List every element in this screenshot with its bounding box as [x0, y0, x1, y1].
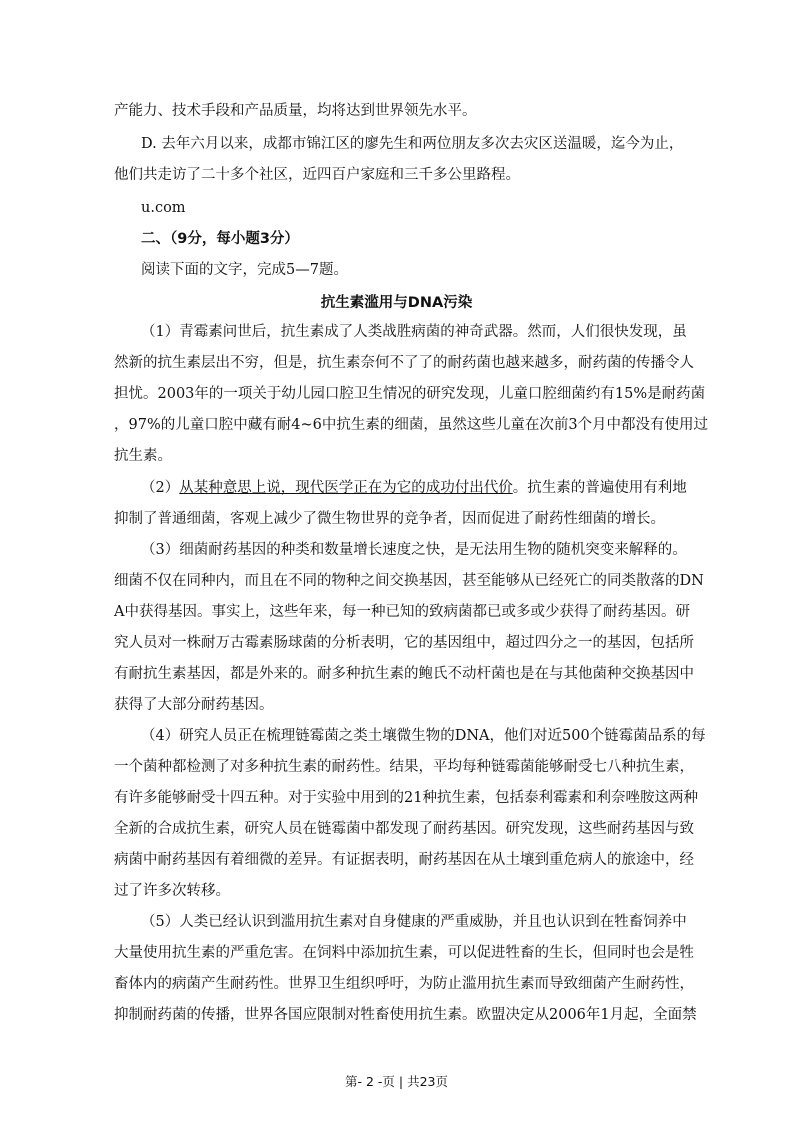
para-1-line-3: 担忧。2003年的一项关于幼儿园口腔卫生情况的研究发现，儿童口腔细菌约有15%是耐药菌: [114, 386, 706, 402]
para-4-line-2: 一个菌种都检测了对多种抗生素的耐药性。结果，平均每种链霉菌能够耐受七八种抗生素，: [114, 759, 694, 775]
para-3-line-4: 究人员对一株耐万古霉素肠球菌的分析表明，它的基因组中，超过四分之一的基因，包括所: [114, 635, 694, 651]
para-4-line-4: 全新的合成抗生素，研究人员在链霉菌中都发现了耐药基因。研究发现，这些耐药基因与致: [114, 821, 694, 837]
para-2-line-1: [141, 478, 687, 498]
para-3-line-1: （3）细菌耐药基因的种类和数量增长速度之快，是无法用生物的随机突变来解释的。: [141, 542, 687, 558]
option-d-line-2: 他们共走访了二十多个社区，近四百户家庭和三千多公里路程。: [114, 167, 520, 183]
para-5-line-2: 大量使用抗生素的严重危害。在饲料中添加抗生素，可以促进牲畜的生长，但同时也会是牲: [114, 945, 694, 961]
underlined-sentence: 从某种意思上说，现代医学正在为它的成功付出代价: [179, 480, 513, 496]
para-2-line-2: 抑制了普通细菌，客观上减少了微生物世界的竞争者，因而促进了耐药性细菌的增长。: [114, 511, 665, 527]
para-4-line-6: 过了许多次转移。: [114, 883, 230, 899]
para-5-line-1: （5）人类已经认识到滥用抗生素对自身健康的严重威胁，并且也认识到在牲畜饲养中: [141, 914, 687, 930]
option-d-line-1: D. 去年六月以来，成都市锦江区的廖先生和两位朋友多次去灾区送温暖，迄今为止，: [141, 136, 684, 152]
section-heading: 二、（9分，每小题3分）: [141, 231, 299, 247]
para-1-line-2: 然新的抗生素层出不穷，但是，抗生素奈何不了了的耐药菌也越来越多，耐药菌的传播令人: [114, 355, 694, 371]
para-1-line-5: 抗生素。: [114, 448, 172, 464]
para-5-line-4: 抑制耐药菌的传播，世界各国应限制对牲畜使用抗生素。欧盟决定从2006年1月起，全面禁: [114, 1007, 697, 1023]
para-3-line-6: 获得了大部分耐药基因。: [114, 697, 274, 713]
stray-text: u.com: [141, 200, 186, 216]
para-2-number: （2）: [141, 480, 180, 496]
instruction: 阅读下面的文字，完成5—7题。: [141, 262, 348, 278]
page-footer: 第- 2 -页 | 共23页: [345, 1074, 448, 1089]
para-5-line-3: 畜体内的病菌产生耐药性。世界卫生组织呼吁，为防止滥用抗生素而导致细菌产生耐药性，: [114, 976, 694, 992]
article-title: 抗生素滥用与DNA污染: [320, 295, 473, 311]
para-3-line-3: A中获得基因。事实上，这些年来，每一种已知的致病菌都已或多或少获得了耐药基因。研: [114, 604, 690, 620]
para-3-line-5: 有耐抗生素基因，都是外来的。耐多种抗生素的鲍氏不动杆菌也是在与其他菌种交换基因中: [114, 666, 694, 682]
line-1: 产能力、技术手段和产品质量，均将达到世界领先水平。: [114, 103, 477, 119]
para-4-line-1: （4）研究人员正在梳理链霉菌之类土壤微生物的DNA，他们对近500个链霉菌品系的每: [141, 728, 706, 744]
para-4-line-5: 病菌中耐药基因有着细微的差异。有证据表明，耐药基因在从土壤到重危病人的旅途中，经: [114, 852, 694, 868]
para-4-line-3: 有许多能够耐受十四五种。对于实验中用到的21种抗生素，包括泰利霉素和利奈唑胺这两种: [114, 790, 698, 806]
para-3-line-2: 细菌不仅在同种内，而且在不同的物种之间交换基因，甚至能够从已经死亡的同类散落的DN: [114, 573, 704, 589]
para-1-line-4: ，97%的儿童口腔中藏有耐4~6中抗生素的细菌，虽然这些儿童在次前3个月中都没有使用过: [114, 417, 709, 433]
para-1-line-1: （1）青霉素问世后，抗生素成了人类战胜病菌的神奇武器。然而，人们很快发现，虽: [141, 324, 687, 340]
para-2-rest: 。抗生素的普遍使用有利地: [512, 480, 687, 496]
